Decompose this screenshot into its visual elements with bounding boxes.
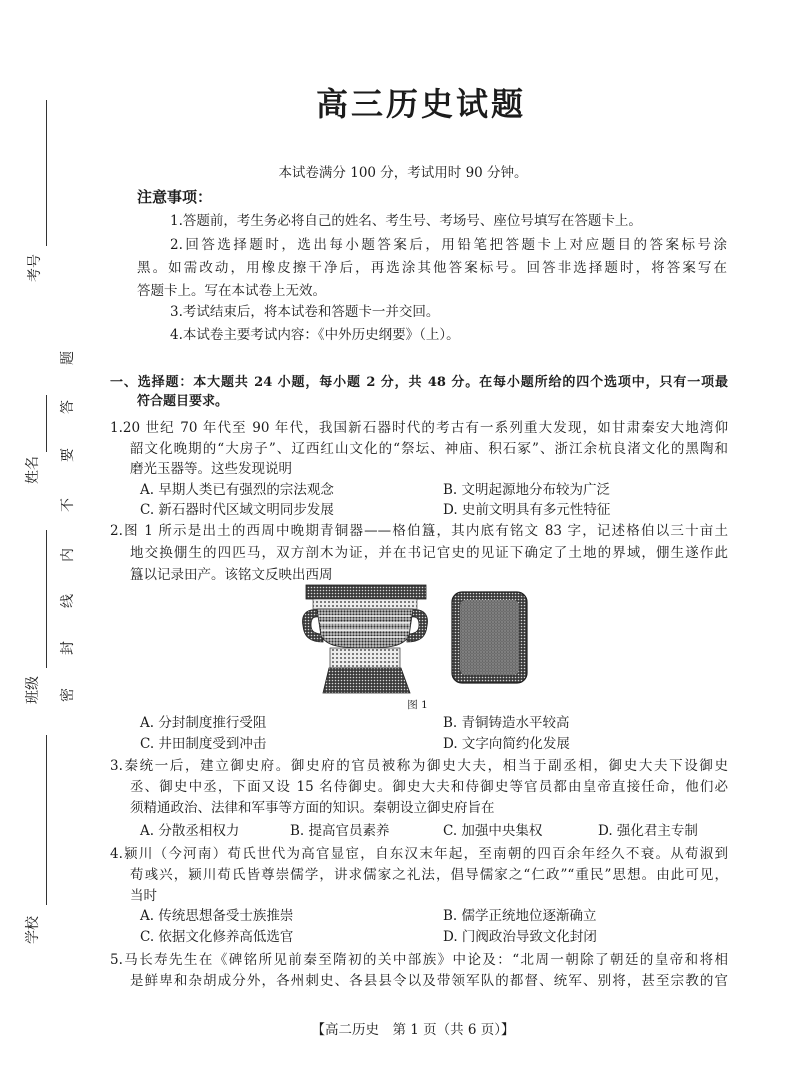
name-label: 姓名 — [25, 456, 41, 484]
seal-char-5: 不 — [60, 498, 76, 512]
notice-line-4: 答题卡上。写在本试卷上无效。 — [137, 283, 326, 299]
question-3-option-d: D. 强化君主专制 — [598, 823, 698, 839]
question-1-option-b: B. 文明起源地分布较为广泛 — [443, 482, 611, 498]
question-4-option-c: C. 依据文化修养高低选官 — [140, 929, 294, 945]
question-1-line-3: 磨光玉器等。这些发现说明 — [130, 461, 292, 477]
question-2-option-a: A. 分封制度推行受阻 — [140, 715, 267, 731]
question-1-option-c: C. 新石器时代区域文明同步发展 — [140, 502, 334, 518]
question-2-line-3: 簋以记录田产。该铭文反映出西周 — [130, 567, 333, 583]
notice-line-5: 3.考试结束后，将本试卷和答题卡一并交回。 — [170, 304, 440, 320]
seal-char-8: 题 — [60, 351, 76, 365]
question-4-line-3: 当时 — [130, 888, 157, 904]
question-3-line-2: 丞、御史中丞，下面又设 15 名侍御史。御史大夫和侍御史等官员都由皇帝直接任命，他们必 — [130, 779, 728, 795]
question-3-option-c: C. 加强中央集权 — [443, 823, 543, 839]
notice-heading: 注意事项： — [137, 188, 213, 206]
section-heading-line-2: 符合题目要求。 — [137, 394, 229, 409]
question-4-line-1: 4.颍川（今河南）荀氏世代为高官显宦，自东汉末年起，至南朝的四百余年经久不衰。从荀淑到 — [110, 846, 728, 862]
exam-number-label: 考号 — [27, 254, 43, 282]
school-line — [46, 735, 47, 905]
seal-char-2: 封 — [60, 641, 76, 655]
question-5-line-1: 5.马长寿先生在《碑铭所见前秦至隋初的关中部族》中论及：“北周一朝除了朝廷的皇帝和将相 — [110, 952, 728, 968]
vessel-rim — [306, 585, 426, 599]
question-1-option-a: A. 早期人类已有强烈的宗法观念 — [140, 482, 334, 498]
seal-char-1: 密 — [60, 688, 76, 702]
page-footer: 【高二历史 第 1 页（共 6 页）】 — [311, 1022, 515, 1038]
school-label: 学校 — [25, 916, 41, 944]
figure-caption: 图 1 — [407, 699, 428, 711]
vessel-base — [323, 668, 410, 693]
question-4-line-2: 荀彧兴，颍川荀氏皆尊崇儒学，讲求儒家之礼法，倡导儒家之“仁政”“重民”思想。由此可见， — [130, 867, 728, 883]
question-3-option-a: A. 分散丞相权力 — [140, 823, 240, 839]
question-2-option-c: C. 井田制度受到冲击 — [140, 736, 267, 752]
question-2-option-b: B. 青铜铸造水平较高 — [443, 715, 570, 731]
question-3-line-1: 3.秦统一后，建立御史府。御史府的官员被称为御史大夫，相当于副丞相，御史大夫下设御史 — [110, 758, 728, 774]
notice-line-2: 2.回答选择题时，选出每小题答案后，用铅笔把答题卡上对应题目的答案标号涂 — [170, 237, 727, 253]
page-title: 高三历史试题 — [315, 85, 526, 123]
inscription-inner-field — [460, 600, 519, 675]
question-2-line-1: 2.图 1 所示是出土的西周中晚期青铜器——格伯簋，其内底有铭文 83 字，记述格伯以三十亩土 — [110, 523, 728, 539]
question-2-line-2: 地交换倗生的四匹马，双方剖木为证，并在书记官史的见证下确定了土地的界域，倗生遂作此 — [130, 545, 728, 561]
notice-line-3: 黑。如需改动，用橡皮擦干净后，再选涂其他答案标号。回答非选择题时，将答案写在 — [137, 260, 727, 276]
class-label: 班级 — [25, 676, 41, 704]
question-4-option-b: B. 儒学正统地位逐渐确立 — [443, 908, 597, 924]
notice-line-6: 4.本试卷主要考试内容：《中外历史纲要》（上）。 — [170, 327, 460, 343]
question-2-option-d: D. 文字向简约化发展 — [443, 736, 570, 752]
name-line — [46, 395, 47, 452]
question-3-option-b: B. 提高官员素养 — [290, 823, 390, 839]
seal-char-7: 答 — [60, 400, 76, 414]
figure-1-bronze-gui — [295, 580, 535, 705]
exam-number-line — [46, 100, 47, 246]
question-1-option-d: D. 史前文明具有多元性特征 — [443, 502, 611, 518]
vessel-body — [317, 609, 413, 648]
vessel-foot-ring — [330, 648, 400, 668]
section-heading-line-1: 一、选择题：本大题共 24 小题，每小题 2 分，共 48 分。在每小题所给的四个选项中，只有一项最 — [110, 375, 728, 390]
seal-char-4: 内 — [60, 548, 76, 562]
notice-line-1: 1.答题前，考生务必将自己的姓名、考生号、考场号、座位号填写在答题卡上。 — [170, 213, 642, 229]
vessel-neck-band — [313, 599, 417, 609]
seal-char-3: 线 — [60, 594, 76, 608]
question-4-option-a: A. 传统思想备受士族推崇 — [140, 908, 294, 924]
question-4-option-d: D. 门阀政治导致文化封闭 — [443, 929, 597, 945]
exam-info: 本试卷满分 100 分，考试用时 90 分钟。 — [278, 165, 528, 181]
question-5-line-2: 是鲜卑和杂胡成分外，各州刺史、各县县令以及带领军队的都督、统军、别将，甚至宗教的官 — [130, 973, 728, 989]
question-1-line-2: 韶文化晚期的“大房子”、辽西红山文化的“祭坛、神庙、积石冢”、浙江余杭良渚文化的黑陶和 — [130, 441, 728, 457]
seal-char-6: 要 — [60, 448, 76, 462]
question-3-line-3: 须精通政治、法律和军事等方面的知识。秦朝设立御史府旨在 — [130, 800, 495, 816]
question-1-line-1: 1.20 世纪 70 年代至 90 年代，我国新石器时代的考古有一系列重大发现，如甘肃秦安大地湾仰 — [110, 420, 728, 436]
class-line — [46, 530, 47, 668]
